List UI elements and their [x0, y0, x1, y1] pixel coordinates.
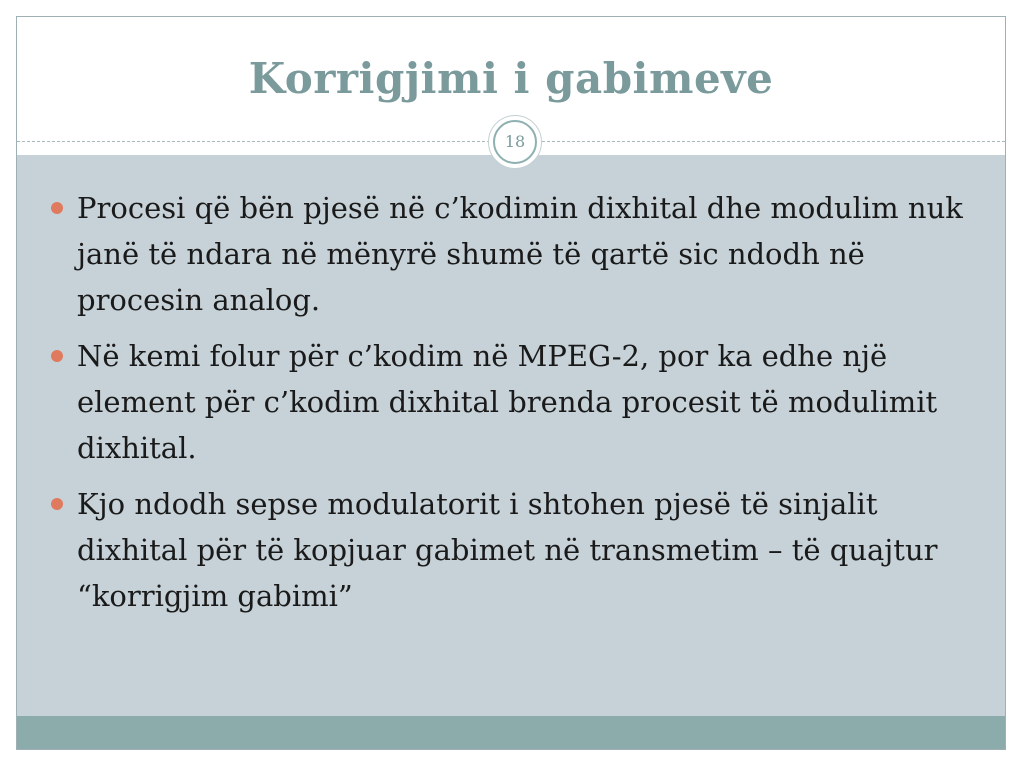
bullet-dot-icon — [51, 498, 63, 510]
slide-number: 18 — [493, 120, 537, 164]
footer-bar — [17, 716, 1005, 750]
bullet-list — [51, 185, 981, 629]
slide — [16, 16, 1006, 750]
bullet-text: Procesi që bën pjesë në c’kodimin dixhital dhe modulim nuk janë të ndara në mënyrë shumë të qartë sic ndodh në procesin analog. — [77, 191, 963, 317]
bullet-dot-icon — [51, 350, 63, 362]
bullet-text: Në kemi folur për c’kodim në MPEG-2, por ka edhe një element për c’kodim dixhital brenda procesit të modulimit dixhital. — [77, 339, 938, 465]
bullet-item — [51, 185, 981, 323]
bullet-dot-icon — [51, 202, 63, 214]
bullet-item — [51, 333, 981, 471]
slide-title: Korrigjimi i gabimeve — [248, 54, 774, 103]
bullet-item — [51, 481, 981, 619]
slide-number-badge — [488, 115, 542, 169]
bullet-text: Kjo ndodh sepse modulatorit i shtohen pjesë të sinjalit dixhital për të kopjuar gabimet në transmetim – të quajtur “korrigjim gabimi” — [77, 487, 938, 613]
